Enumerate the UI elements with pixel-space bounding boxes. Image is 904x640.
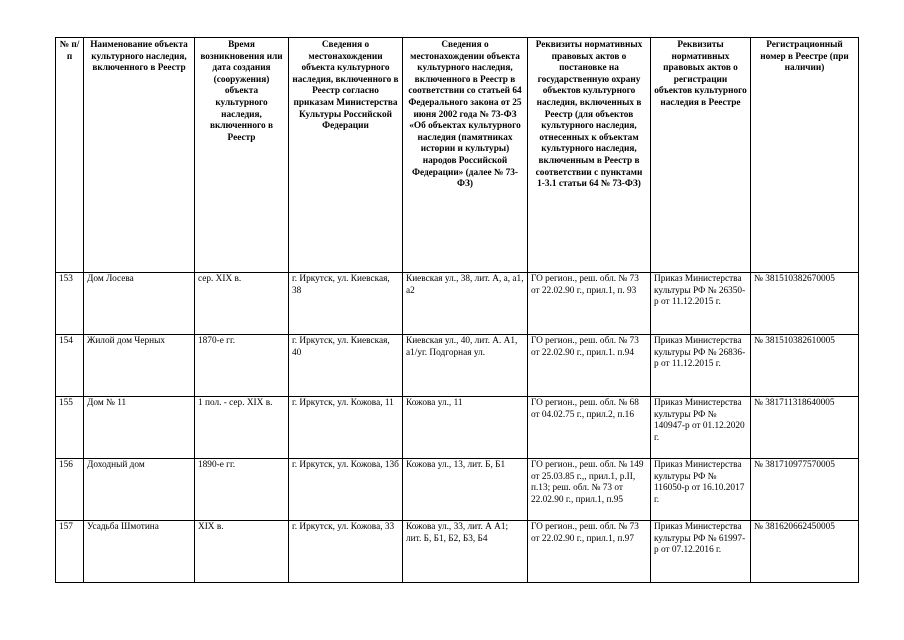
- cell-location-ministry: г. Иркутск, ул. Киевская, 40: [289, 335, 403, 397]
- cell-object-name: Жилой дом Черных: [84, 335, 195, 397]
- cell-location-law: Кожова ул., 11: [403, 397, 528, 459]
- table-row: [56, 459, 859, 521]
- cell-registration-number: № 381510382670005: [751, 273, 859, 335]
- cell-protection-acts: ГО регион., реш. обл. № 149 от 25.03.85 г.,, прил.1, р.II, п.13; реш. обл. № 73 от 22.02.90 г., прил.1, п.95: [528, 459, 651, 521]
- cell-creation-date: 1870-е гг.: [195, 335, 289, 397]
- cell-protection-acts: ГО регион., реш. обл. № 73 от 22.02.90 г., прил.1. п.94: [528, 335, 651, 397]
- cell-registration-number: № 381620662450005: [751, 521, 859, 583]
- header-registration-number: Регистрационный номер в Реестре (при наличии): [751, 38, 859, 273]
- cell-registration-number: № 381710977570005: [751, 459, 859, 521]
- document-page: [55, 37, 859, 583]
- cell-location-ministry: г. Иркутск, ул. Кожова, 11: [289, 397, 403, 459]
- cell-number: 153: [56, 273, 84, 335]
- cell-location-ministry: г. Иркутск, ул. Кожова, 13б: [289, 459, 403, 521]
- cell-location-law: Кожова ул., 33, лит. А А1; лит. Б, Б1, Б2, Б3, Б4: [403, 521, 528, 583]
- cell-protection-acts: ГО регион., реш. обл. № 73 от 22.02.90 г., прил.1, п.97: [528, 521, 651, 583]
- header-protection-acts: Реквизиты нормативных правовых актов о постановке на государственную охрану объектов культурного наследия, включенных в Реестр (для объектов культурного наследия, отнесенных к объектам культурного наследия, включенным в Реестр в соответствии с пунктами 1-3.1 статьи 64 № 73-ФЗ): [528, 38, 651, 273]
- cell-number: 155: [56, 397, 84, 459]
- header-location-ministry: Сведения о местонахождении объекта культурного наследия, включенного в Реестр согласно приказам Министерства Культуры Российской Федерации: [289, 38, 403, 273]
- table-row: [56, 273, 859, 335]
- cell-protection-acts: ГО регион., реш. обл. № 68 от 04.02.75 г., прил.2, п.16: [528, 397, 651, 459]
- cell-object-name: Дом Лосева: [84, 273, 195, 335]
- table-row: [56, 335, 859, 397]
- cell-creation-date: сер. XIX в.: [195, 273, 289, 335]
- cell-creation-date: XIX в.: [195, 521, 289, 583]
- table-row: [56, 397, 859, 459]
- cell-registration-number: № 381510382610005: [751, 335, 859, 397]
- cell-number: 156: [56, 459, 84, 521]
- heritage-registry-table: [55, 37, 859, 583]
- cell-registration-number: № 381711318640005: [751, 397, 859, 459]
- cell-registration-acts: Приказ Министерства культуры РФ № 26350-р от 11.12.2015 г.: [651, 273, 751, 335]
- cell-location-ministry: г. Иркутск, ул. Кожова, 33: [289, 521, 403, 583]
- cell-protection-acts: ГО регион., реш. обл. № 73 от 22.02.90 г., прил.1, п. 93: [528, 273, 651, 335]
- cell-location-ministry: г. Иркутск, ул. Киевская, 38: [289, 273, 403, 335]
- cell-registration-acts: Приказ Министерства культуры РФ № 140947-р от 01.12.2020 г.: [651, 397, 751, 459]
- header-creation-date: Время возникновения или дата создания (сооружения) объекта культурного наследия, включенного в Реестр: [195, 38, 289, 273]
- header-number: № п/п: [56, 38, 84, 273]
- cell-creation-date: 1890-е гг.: [195, 459, 289, 521]
- cell-registration-acts: Приказ Министерства культуры РФ № 116050-р от 16.10.2017 г.: [651, 459, 751, 521]
- cell-number: 154: [56, 335, 84, 397]
- cell-object-name: Усадьба Шмотина: [84, 521, 195, 583]
- header-object-name: Наименование объекта культурного наследия, включенного в Реестр: [84, 38, 195, 273]
- cell-location-law: Кожова ул., 13, лит. Б, Б1: [403, 459, 528, 521]
- cell-object-name: Дом № 11: [84, 397, 195, 459]
- header-registration-acts: Реквизиты нормативных правовых актов о регистрации объектов культурного наследия в Реестре: [651, 38, 751, 273]
- cell-registration-acts: Приказ Министерства культуры РФ № 26836-р от 11.12.2015 г.: [651, 335, 751, 397]
- table-header-row: [56, 38, 859, 273]
- cell-creation-date: 1 пол. - сер. XIX в.: [195, 397, 289, 459]
- cell-number: 157: [56, 521, 84, 583]
- cell-object-name: Доходный дом: [84, 459, 195, 521]
- cell-location-law: Киевская ул., 40, лит. А. А1, а1/уг. Подгорная ул.: [403, 335, 528, 397]
- cell-registration-acts: Приказ Министерства культуры РФ № 61997-р от 07.12.2016 г.: [651, 521, 751, 583]
- cell-location-law: Киевская ул., 38, лит. А, а, а1, а2: [403, 273, 528, 335]
- table-row: [56, 521, 859, 583]
- header-location-law: Сведения о местонахождении объекта культурного наследия, включенного в Реестр в соответствии со статьей 64 Федерального закона от 25 июня 2002 года № 73-ФЗ «Об объектах культурного наследия (памятниках истории и культуры) народов Российской Федерации» (далее № 73-ФЗ): [403, 38, 528, 273]
